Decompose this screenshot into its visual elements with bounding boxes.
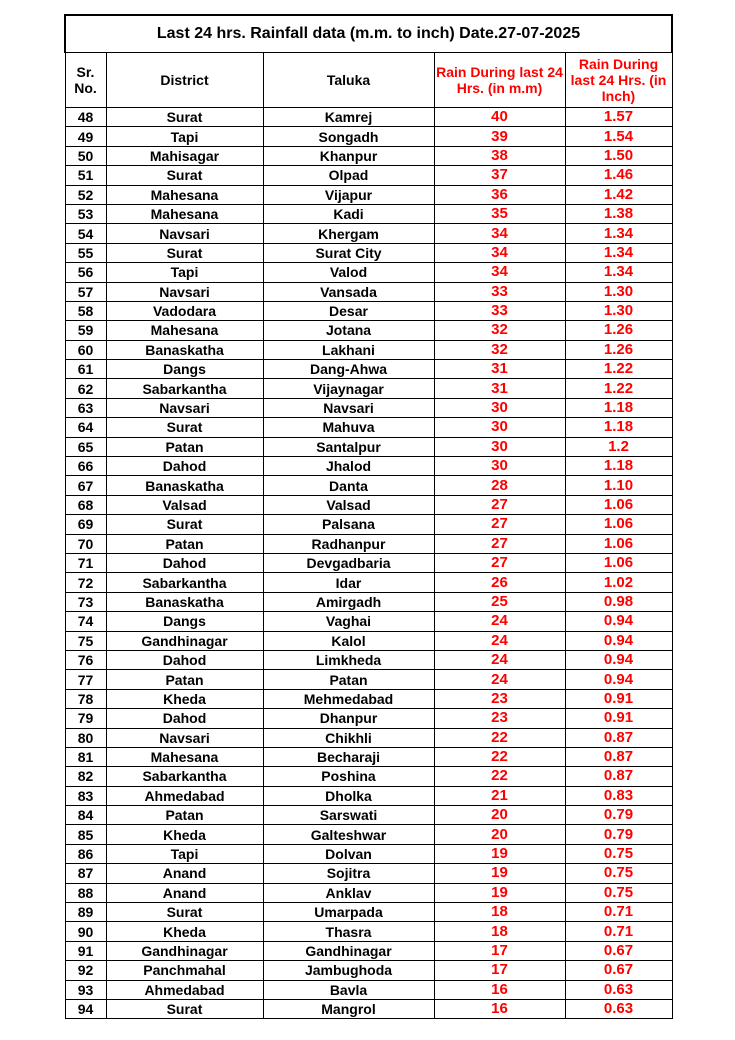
cell-rain-mm: 27 xyxy=(434,534,565,553)
table-row xyxy=(65,786,672,805)
cell-sr-no: 49 xyxy=(65,127,106,146)
table-row xyxy=(65,747,672,766)
cell-taluka: Chikhli xyxy=(263,728,434,747)
table-row xyxy=(65,166,672,185)
cell-rain-inch: 1.22 xyxy=(565,360,672,379)
cell-rain-mm: 17 xyxy=(434,941,565,960)
cell-district: Valsad xyxy=(106,495,263,514)
cell-taluka: Devgadbaria xyxy=(263,553,434,572)
table-row xyxy=(65,922,672,941)
cell-district: Tapi xyxy=(106,844,263,863)
cell-rain-inch: 0.75 xyxy=(565,844,672,863)
table-row xyxy=(65,418,672,437)
cell-district: Sabarkantha xyxy=(106,379,263,398)
cell-district: Ahmedabad xyxy=(106,980,263,999)
cell-rain-mm: 18 xyxy=(434,903,565,922)
cell-rain-inch: 1.18 xyxy=(565,457,672,476)
cell-rain-inch: 0.94 xyxy=(565,631,672,650)
cell-rain-inch: 1.34 xyxy=(565,243,672,262)
cell-taluka: Dang-Ahwa xyxy=(263,360,434,379)
cell-rain-mm: 22 xyxy=(434,767,565,786)
cell-district: Kheda xyxy=(106,689,263,708)
cell-sr-no: 89 xyxy=(65,903,106,922)
cell-rain-mm: 21 xyxy=(434,786,565,805)
table-row xyxy=(65,146,672,165)
cell-rain-inch: 0.71 xyxy=(565,922,672,941)
table-row xyxy=(65,127,672,146)
cell-sr-no: 52 xyxy=(65,185,106,204)
table-row xyxy=(65,689,672,708)
cell-district: Dangs xyxy=(106,360,263,379)
cell-rain-mm: 38 xyxy=(434,146,565,165)
cell-taluka: Palsana xyxy=(263,515,434,534)
table-row xyxy=(65,767,672,786)
table-row xyxy=(65,728,672,747)
cell-rain-mm: 36 xyxy=(434,185,565,204)
cell-rain-mm: 27 xyxy=(434,553,565,572)
cell-sr-no: 72 xyxy=(65,573,106,592)
cell-district: Surat xyxy=(106,999,263,1018)
header-rain-inch: Rain During last 24 Hrs. (in Inch) xyxy=(565,53,672,108)
cell-taluka: Vaghai xyxy=(263,612,434,631)
cell-sr-no: 57 xyxy=(65,282,106,301)
cell-district: Sabarkantha xyxy=(106,767,263,786)
cell-sr-no: 61 xyxy=(65,360,106,379)
cell-district: Dahod xyxy=(106,553,263,572)
cell-sr-no: 68 xyxy=(65,495,106,514)
cell-rain-mm: 37 xyxy=(434,166,565,185)
cell-rain-mm: 40 xyxy=(434,108,565,127)
cell-district: Gandhinagar xyxy=(106,941,263,960)
cell-taluka: Thasra xyxy=(263,922,434,941)
cell-rain-mm: 18 xyxy=(434,922,565,941)
cell-rain-inch: 0.98 xyxy=(565,592,672,611)
cell-rain-inch: 1.10 xyxy=(565,476,672,495)
cell-sr-no: 81 xyxy=(65,747,106,766)
cell-rain-inch: 0.94 xyxy=(565,670,672,689)
cell-district: Panchmahal xyxy=(106,961,263,980)
cell-district: Sabarkantha xyxy=(106,573,263,592)
table-row xyxy=(65,263,672,282)
table-row xyxy=(65,437,672,456)
cell-sr-no: 76 xyxy=(65,650,106,669)
table-row xyxy=(65,961,672,980)
cell-rain-inch: 0.71 xyxy=(565,903,672,922)
cell-rain-mm: 30 xyxy=(434,437,565,456)
cell-sr-no: 65 xyxy=(65,437,106,456)
cell-rain-mm: 25 xyxy=(434,592,565,611)
cell-taluka: Navsari xyxy=(263,398,434,417)
cell-rain-inch: 1.06 xyxy=(565,515,672,534)
cell-rain-inch: 1.02 xyxy=(565,573,672,592)
cell-district: Anand xyxy=(106,864,263,883)
cell-rain-mm: 24 xyxy=(434,631,565,650)
cell-district: Patan xyxy=(106,437,263,456)
cell-rain-mm: 19 xyxy=(434,844,565,863)
cell-rain-mm: 30 xyxy=(434,457,565,476)
cell-rain-inch: 0.79 xyxy=(565,825,672,844)
cell-rain-mm: 22 xyxy=(434,728,565,747)
cell-taluka: Kamrej xyxy=(263,108,434,127)
cell-rain-inch: 0.63 xyxy=(565,980,672,999)
cell-sr-no: 69 xyxy=(65,515,106,534)
cell-district: Surat xyxy=(106,418,263,437)
cell-rain-inch: 0.91 xyxy=(565,689,672,708)
cell-rain-mm: 22 xyxy=(434,747,565,766)
cell-district: Mahesana xyxy=(106,185,263,204)
cell-taluka: Sarswati xyxy=(263,806,434,825)
table-row xyxy=(65,612,672,631)
cell-rain-inch: 1.18 xyxy=(565,398,672,417)
cell-rain-inch: 1.22 xyxy=(565,379,672,398)
cell-rain-inch: 1.26 xyxy=(565,340,672,359)
cell-taluka: Bavla xyxy=(263,980,434,999)
cell-rain-inch: 0.67 xyxy=(565,941,672,960)
table-row xyxy=(65,999,672,1018)
cell-rain-mm: 31 xyxy=(434,360,565,379)
table-row xyxy=(65,185,672,204)
cell-sr-no: 73 xyxy=(65,592,106,611)
cell-rain-inch: 1.2 xyxy=(565,437,672,456)
cell-sr-no: 74 xyxy=(65,612,106,631)
cell-rain-inch: 0.67 xyxy=(565,961,672,980)
cell-rain-mm: 39 xyxy=(434,127,565,146)
cell-taluka: Poshina xyxy=(263,767,434,786)
cell-sr-no: 75 xyxy=(65,631,106,650)
cell-district: Mahesana xyxy=(106,321,263,340)
cell-sr-no: 92 xyxy=(65,961,106,980)
table-row xyxy=(65,553,672,572)
cell-sr-no: 83 xyxy=(65,786,106,805)
cell-taluka: Vansada xyxy=(263,282,434,301)
cell-taluka: Radhanpur xyxy=(263,534,434,553)
cell-taluka: Kadi xyxy=(263,204,434,223)
cell-taluka: Jotana xyxy=(263,321,434,340)
cell-rain-inch: 1.06 xyxy=(565,553,672,572)
table-body xyxy=(65,108,672,1019)
cell-district: Banaskatha xyxy=(106,340,263,359)
table-row xyxy=(65,360,672,379)
cell-sr-no: 56 xyxy=(65,263,106,282)
cell-rain-mm: 32 xyxy=(434,340,565,359)
table-row xyxy=(65,709,672,728)
cell-rain-inch: 1.57 xyxy=(565,108,672,127)
cell-district: Kheda xyxy=(106,825,263,844)
cell-taluka: Mehmedabad xyxy=(263,689,434,708)
header-sr-no: Sr. No. xyxy=(65,53,106,108)
table-row xyxy=(65,573,672,592)
cell-sr-no: 63 xyxy=(65,398,106,417)
cell-district: Mahesana xyxy=(106,204,263,223)
table-row xyxy=(65,980,672,999)
table-row xyxy=(65,108,672,127)
table-row xyxy=(65,941,672,960)
cell-district: Surat xyxy=(106,166,263,185)
cell-sr-no: 87 xyxy=(65,864,106,883)
cell-district: Patan xyxy=(106,534,263,553)
cell-taluka: Danta xyxy=(263,476,434,495)
cell-rain-mm: 30 xyxy=(434,418,565,437)
cell-rain-mm: 34 xyxy=(434,263,565,282)
cell-district: Navsari xyxy=(106,728,263,747)
cell-taluka: Khanpur xyxy=(263,146,434,165)
table-title: Last 24 hrs. Rainfall data (m.m. to inch) Date.27-07-2025 xyxy=(65,15,672,53)
cell-district: Patan xyxy=(106,806,263,825)
cell-taluka: Kalol xyxy=(263,631,434,650)
table-row xyxy=(65,534,672,553)
cell-rain-inch: 0.75 xyxy=(565,864,672,883)
cell-district: Vadodara xyxy=(106,301,263,320)
cell-taluka: Valsad xyxy=(263,495,434,514)
cell-sr-no: 60 xyxy=(65,340,106,359)
cell-rain-mm: 24 xyxy=(434,612,565,631)
cell-district: Navsari xyxy=(106,282,263,301)
cell-sr-no: 80 xyxy=(65,728,106,747)
table-row xyxy=(65,670,672,689)
cell-rain-inch: 0.91 xyxy=(565,709,672,728)
cell-rain-mm: 17 xyxy=(434,961,565,980)
cell-district: Surat xyxy=(106,903,263,922)
cell-rain-inch: 1.18 xyxy=(565,418,672,437)
table-row xyxy=(65,301,672,320)
cell-rain-mm: 26 xyxy=(434,573,565,592)
cell-rain-inch: 0.83 xyxy=(565,786,672,805)
cell-district: Patan xyxy=(106,670,263,689)
cell-sr-no: 51 xyxy=(65,166,106,185)
cell-taluka: Santalpur xyxy=(263,437,434,456)
cell-district: Ahmedabad xyxy=(106,786,263,805)
cell-district: Mahesana xyxy=(106,747,263,766)
cell-taluka: Jambughoda xyxy=(263,961,434,980)
cell-sr-no: 48 xyxy=(65,108,106,127)
cell-taluka: Vijapur xyxy=(263,185,434,204)
cell-rain-inch: 1.46 xyxy=(565,166,672,185)
cell-rain-inch: 0.94 xyxy=(565,612,672,631)
cell-taluka: Gandhinagar xyxy=(263,941,434,960)
cell-rain-inch: 1.42 xyxy=(565,185,672,204)
cell-district: Surat xyxy=(106,108,263,127)
cell-taluka: Mahuva xyxy=(263,418,434,437)
cell-rain-inch: 1.30 xyxy=(565,282,672,301)
cell-taluka: Dholka xyxy=(263,786,434,805)
cell-sr-no: 66 xyxy=(65,457,106,476)
cell-rain-mm: 16 xyxy=(434,999,565,1018)
cell-sr-no: 50 xyxy=(65,146,106,165)
table-row xyxy=(65,340,672,359)
table-row xyxy=(65,321,672,340)
cell-sr-no: 88 xyxy=(65,883,106,902)
cell-taluka: Dhanpur xyxy=(263,709,434,728)
cell-sr-no: 78 xyxy=(65,689,106,708)
cell-sr-no: 77 xyxy=(65,670,106,689)
cell-taluka: Surat City xyxy=(263,243,434,262)
cell-rain-mm: 28 xyxy=(434,476,565,495)
table-row xyxy=(65,243,672,262)
cell-taluka: Lakhani xyxy=(263,340,434,359)
table-row xyxy=(65,457,672,476)
header-district: District xyxy=(106,53,263,108)
cell-sr-no: 70 xyxy=(65,534,106,553)
cell-sr-no: 71 xyxy=(65,553,106,572)
header-rain-mm: Rain During last 24 Hrs. (in m.m) xyxy=(434,53,565,108)
cell-district: Banaskatha xyxy=(106,592,263,611)
cell-rain-inch: 1.54 xyxy=(565,127,672,146)
cell-rain-inch: 0.87 xyxy=(565,728,672,747)
cell-district: Navsari xyxy=(106,224,263,243)
cell-rain-mm: 32 xyxy=(434,321,565,340)
table-row xyxy=(65,592,672,611)
cell-rain-inch: 0.79 xyxy=(565,806,672,825)
cell-sr-no: 64 xyxy=(65,418,106,437)
table-row xyxy=(65,476,672,495)
cell-sr-no: 86 xyxy=(65,844,106,863)
header-taluka: Taluka xyxy=(263,53,434,108)
rainfall-table xyxy=(64,14,673,1019)
table-row xyxy=(65,903,672,922)
cell-sr-no: 62 xyxy=(65,379,106,398)
table-row xyxy=(65,515,672,534)
cell-rain-inch: 1.38 xyxy=(565,204,672,223)
table-row xyxy=(65,844,672,863)
cell-sr-no: 82 xyxy=(65,767,106,786)
cell-rain-inch: 0.63 xyxy=(565,999,672,1018)
cell-rain-mm: 23 xyxy=(434,689,565,708)
cell-sr-no: 55 xyxy=(65,243,106,262)
cell-rain-inch: 0.75 xyxy=(565,883,672,902)
cell-rain-inch: 1.50 xyxy=(565,146,672,165)
cell-rain-mm: 35 xyxy=(434,204,565,223)
cell-district: Anand xyxy=(106,883,263,902)
header-row xyxy=(65,53,672,108)
cell-rain-mm: 33 xyxy=(434,301,565,320)
cell-sr-no: 58 xyxy=(65,301,106,320)
cell-rain-mm: 27 xyxy=(434,495,565,514)
cell-rain-inch: 0.94 xyxy=(565,650,672,669)
cell-district: Navsari xyxy=(106,398,263,417)
cell-taluka: Vijaynagar xyxy=(263,379,434,398)
table-row xyxy=(65,650,672,669)
table-row xyxy=(65,398,672,417)
cell-sr-no: 94 xyxy=(65,999,106,1018)
table-row xyxy=(65,379,672,398)
cell-district: Dahod xyxy=(106,457,263,476)
cell-rain-mm: 24 xyxy=(434,670,565,689)
cell-sr-no: 90 xyxy=(65,922,106,941)
cell-rain-inch: 1.34 xyxy=(565,224,672,243)
cell-sr-no: 85 xyxy=(65,825,106,844)
cell-rain-mm: 16 xyxy=(434,980,565,999)
cell-district: Surat xyxy=(106,243,263,262)
cell-rain-mm: 27 xyxy=(434,515,565,534)
cell-district: Kheda xyxy=(106,922,263,941)
cell-taluka: Sojitra xyxy=(263,864,434,883)
cell-rain-inch: 1.26 xyxy=(565,321,672,340)
cell-sr-no: 79 xyxy=(65,709,106,728)
cell-taluka: Becharaji xyxy=(263,747,434,766)
table-row xyxy=(65,224,672,243)
cell-rain-inch: 1.34 xyxy=(565,263,672,282)
cell-taluka: Anklav xyxy=(263,883,434,902)
cell-rain-mm: 19 xyxy=(434,864,565,883)
table-row xyxy=(65,864,672,883)
cell-district: Dangs xyxy=(106,612,263,631)
cell-taluka: Valod xyxy=(263,263,434,282)
table-row xyxy=(65,883,672,902)
cell-taluka: Patan xyxy=(263,670,434,689)
table-row xyxy=(65,631,672,650)
cell-taluka: Umarpada xyxy=(263,903,434,922)
cell-rain-mm: 33 xyxy=(434,282,565,301)
cell-taluka: Khergam xyxy=(263,224,434,243)
cell-district: Dahod xyxy=(106,709,263,728)
cell-sr-no: 53 xyxy=(65,204,106,223)
cell-rain-mm: 30 xyxy=(434,398,565,417)
cell-rain-mm: 31 xyxy=(434,379,565,398)
cell-taluka: Mangrol xyxy=(263,999,434,1018)
cell-taluka: Galteshwar xyxy=(263,825,434,844)
table-row xyxy=(65,825,672,844)
cell-sr-no: 59 xyxy=(65,321,106,340)
table-row xyxy=(65,282,672,301)
cell-rain-mm: 23 xyxy=(434,709,565,728)
cell-district: Mahisagar xyxy=(106,146,263,165)
cell-taluka: Desar xyxy=(263,301,434,320)
cell-sr-no: 84 xyxy=(65,806,106,825)
cell-rain-inch: 1.06 xyxy=(565,534,672,553)
cell-rain-inch: 0.87 xyxy=(565,747,672,766)
cell-taluka: Dolvan xyxy=(263,844,434,863)
cell-rain-mm: 34 xyxy=(434,224,565,243)
cell-district: Dahod xyxy=(106,650,263,669)
cell-rain-mm: 24 xyxy=(434,650,565,669)
table-row xyxy=(65,495,672,514)
cell-district: Banaskatha xyxy=(106,476,263,495)
cell-rain-mm: 20 xyxy=(434,825,565,844)
cell-taluka: Limkheda xyxy=(263,650,434,669)
cell-sr-no: 54 xyxy=(65,224,106,243)
cell-taluka: Olpad xyxy=(263,166,434,185)
cell-rain-mm: 34 xyxy=(434,243,565,262)
cell-district: Surat xyxy=(106,515,263,534)
cell-sr-no: 93 xyxy=(65,980,106,999)
cell-sr-no: 91 xyxy=(65,941,106,960)
cell-taluka: Amirgadh xyxy=(263,592,434,611)
cell-rain-inch: 0.87 xyxy=(565,767,672,786)
title-row xyxy=(65,15,672,53)
cell-rain-mm: 20 xyxy=(434,806,565,825)
cell-rain-inch: 1.06 xyxy=(565,495,672,514)
cell-taluka: Songadh xyxy=(263,127,434,146)
cell-taluka: Jhalod xyxy=(263,457,434,476)
cell-rain-inch: 1.30 xyxy=(565,301,672,320)
cell-sr-no: 67 xyxy=(65,476,106,495)
cell-rain-mm: 19 xyxy=(434,883,565,902)
table-row xyxy=(65,204,672,223)
cell-district: Gandhinagar xyxy=(106,631,263,650)
cell-district: Tapi xyxy=(106,263,263,282)
cell-district: Tapi xyxy=(106,127,263,146)
table-row xyxy=(65,806,672,825)
cell-taluka: Idar xyxy=(263,573,434,592)
